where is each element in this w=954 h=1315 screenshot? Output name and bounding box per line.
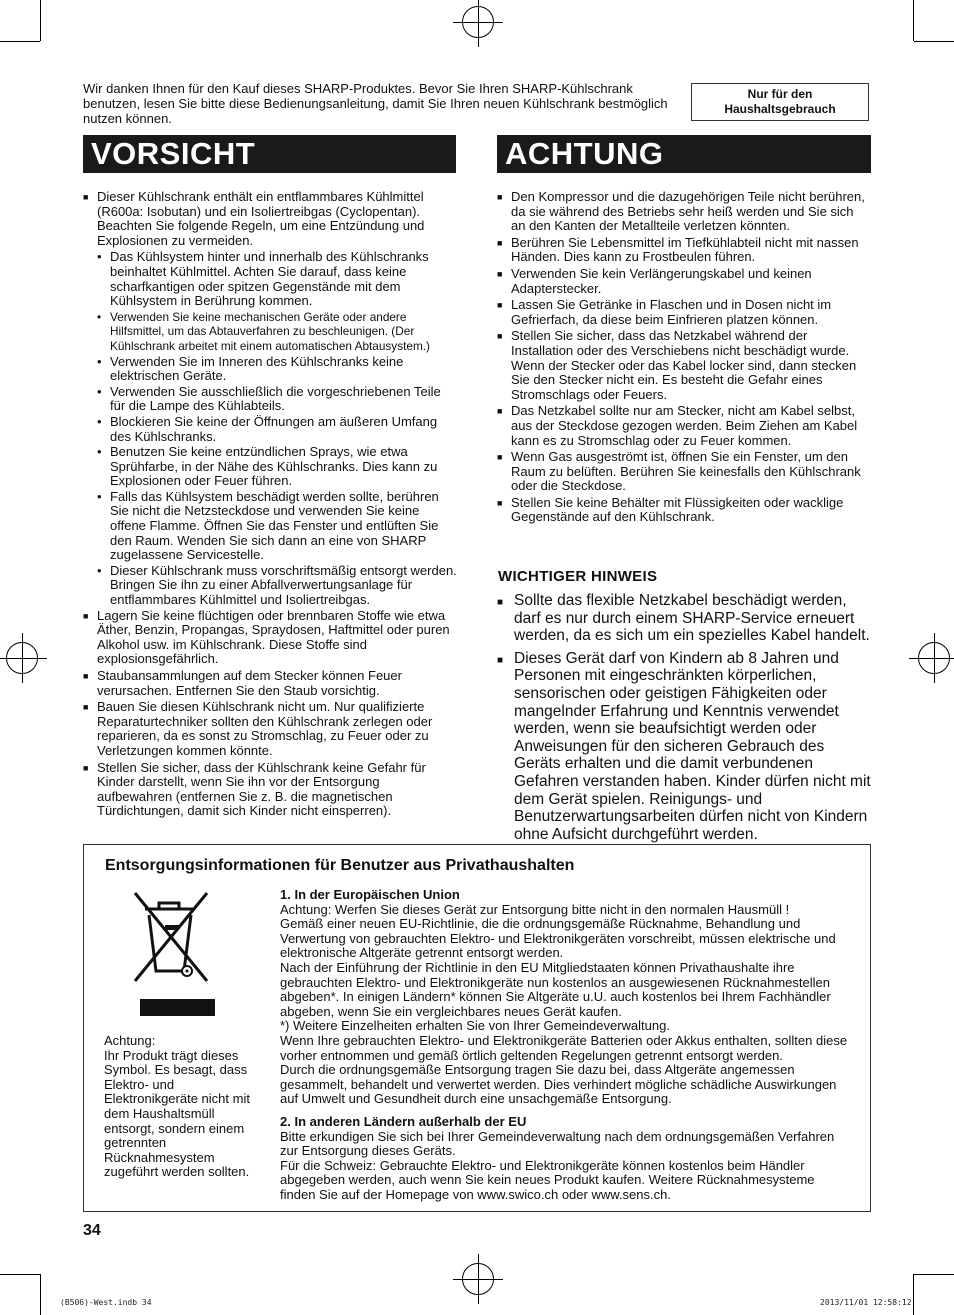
- sub-list-item: • Das Kühlsystem hinter und innerhalb des Kühlschranks beinhaltet Kühlmittel. Achten Sie darauf, dass keine scharfkantigen oder spitzen Gegenstände mit dem Kühlsystem in Berührung kommen.: [83, 250, 458, 308]
- crop-mark: [40, 1274, 41, 1315]
- list-item: ■ Stellen Sie keine Behälter mit Flüssigkeiten oder wacklige Gegenstände auf den Kühlschrank.: [497, 496, 871, 525]
- list-item: ■ Das Netzkabel sollte nur am Stecker, nicht am Kabel selbst, aus der Steckdose gezogen werden. Beim Ziehen am Kabel kann es zu Stromschlag oder zu Feuer kommen.: [497, 404, 871, 448]
- footer-timestamp: 2013/11/01 12:58:12: [820, 1298, 912, 1307]
- sub-list-item: • Dieser Kühlschrank muss vorschriftsmäßig entsorgt werden. Bringen Sie ihn zu einer Abfallverwertungsanlage für entflammbares Kühlmittel und Isoliertreibgas.: [83, 564, 458, 608]
- list-item: ■ Dieser Kühlschrank enthält ein entflammbares Kühlmittel (R600a: Isobutan) und ein Isoliertreibgas (Cyclopentan). Beachten Sie folgende Regeln, um eine Entzündung und Explosionen zu vermeiden.: [83, 190, 458, 248]
- list-item: ■ Lassen Sie Getränke in Flaschen und in Dosen nicht im Gefrierfach, da diese beim Einfrieren platzen können.: [497, 298, 871, 327]
- sub-list-item: • Benutzen Sie keine entzündlichen Sprays, wie etwa Sprühfarbe, in der Nähe des Kühlschranks. Dies kann zu Explosionen oder Feuer führen.: [83, 445, 458, 489]
- other-countries-heading: 2. In anderen Ländern außerhalb der EU: [280, 1113, 527, 1129]
- vorsicht-banner: VORSICHT: [83, 135, 456, 173]
- crop-mark: [914, 41, 954, 42]
- crossed-out-wheelie-bin-icon: [129, 891, 219, 1021]
- symbol-note: Achtung: Ihr Produkt trägt dieses Symbol. Es besagt, dass Elektro- und Elektronikgeräte nicht mit dem Haushaltsmüll entsorgt, sondern einem getrennten Rücknahmesystem zugeführt werden sollten.: [104, 1033, 250, 1180]
- list-item: ■ Wenn Gas ausgeströmt ist, öffnen Sie ein Fenster, um den Raum zu belüften. Berühren Sie keinesfalls den Kühlschrank oder die Steckdose.: [497, 450, 871, 494]
- list-item: ■ Bauen Sie diesen Kühlschrank nicht um. Nur qualifizierte Reparaturtechniker sollten den Kühlschrank zerlegen oder reparieren, da es sonst zu Stromschlag, zu Feuer oder zu Verletzungen kommen könnte.: [83, 700, 458, 758]
- registration-mark-icon: [6, 642, 38, 674]
- list-item: ■ Stellen Sie sicher, dass der Kühlschrank keine Gefahr für Kinder darstellt, wenn Sie ihn vor der Entsorgung aufbewahren (entfernen Sie z. B. die magnetischen Türdichtungen, damit sich Kinder nicht einsperren).: [83, 761, 458, 819]
- sub-list-item: • Verwenden Sie im Inneren des Kühlschranks keine elektrischen Geräte.: [83, 355, 458, 384]
- sub-list-item: • Falls das Kühlsystem beschädigt werden sollte, berühren Sie nicht die Netzsteckdose und verwenden Sie keine offene Flamme. Öffnen Sie das Fenster und entlüften Sie den Raum. Wenden Sie sich dann an eine von SHARP zugelassene Servicestelle.: [83, 490, 458, 563]
- crop-mark: [914, 1274, 954, 1275]
- registration-mark-icon: [462, 1263, 494, 1295]
- list-item: ■ Dieses Gerät darf von Kindern ab 8 Jahren und Personen mit eingeschränkten körperlichen, sensorischen oder geistigen Fähigkeiten oder mangelnder Erfahrung und Kenntnis verwendet werden, wenn sie beaufsichtigt werden oder Anweisungen für den sicheren Gebrauch des Geräts erhalten und die damit verbundenen Gefahren verstanden haben. Kinder dürfen nicht mit dem Gerät spielen. Reinigungs- und Benutzerwartungsarbeiten dürfen nicht von Kindern ohne Aufsicht durchgeführt werden.: [497, 650, 873, 844]
- footer-file-name: (B506)-West.indb 34: [60, 1298, 152, 1307]
- registration-mark-icon: [462, 6, 494, 38]
- list-item: ■ Berühren Sie Lebensmittel im Tiefkühlabteil nicht mit nassen Händen. Dies kann zu Frostbeulen führen.: [497, 236, 871, 265]
- sub-list-item: • Verwenden Sie ausschließlich die vorgeschriebenen Teile für die Lampe des Kühlabteils.: [83, 385, 458, 414]
- list-item: ■ Stellen Sie sicher, dass das Netzkabel während der Installation oder des Verschiebens nicht beschädigt wurde. Wenn der Stecker oder das Kabel locker sind, dann stecken Sie den Stecker nicht ein. Es besteht die Gefahr eines Stromschlags oder Feuers.: [497, 329, 871, 402]
- eu-text: Achtung: Werfen Sie dieses Gerät zur Entsorgung bitte nicht in den normalen Hausmüll ! Gemäß einer neuen EU-Richtlinie, die die ordnungsgemäße Rücknahme, Behandlung und Verwertung von gebrauchten Elektro- und Elektronikgeräten vorschreibt, müssen elektrische und elektronische Altgeräte getrennt entsorgt werden. Nach der Einführung der Richtlinie in den EU Mitgliedstaaten können Privathaushalte ihre gebrauchten Elektro- und Elektronikgeräte nun kostenlos an ausgewiesenen Rücknahmestellen abgeben*. In einigen Ländern* können Sie Altgeräte u.U. auch kostenlos bei Ihrem Fachhändler abgeben, wenn Sie ein vergleichbares neues Gerät kaufen. *) Weitere Einzelheiten erhalten Sie von Ihrer Gemeindeverwaltung. Wenn Ihre gebrauchten Elektro- und Elektronikgeräte Batterien oder Akkus enthalten, sollten diese vorher entnommen und gemäß örtlich geltenden Regelungen getrennt entsorgt werden. Durch die ordnungsgemäße Entsorgung tragen Sie dazu bei, dass Altgeräte angemessen gesammelt, behandelt und verwertet werden. Dies verhindert mögliche schädliche Auswirkungen auf Umwelt und Gesundheit durch eine unsachgemäße Entsorgung.: [280, 901, 848, 1107]
- crop-mark: [0, 1274, 40, 1275]
- achtung-section: [497, 190, 871, 527]
- list-item: ■ Den Kompressor und die dazugehörigen Teile nicht berühren, da sie während des Betriebs sehr heiß werden und Sie sich an den Kanten der Metallteile verletzen könnten.: [497, 190, 871, 234]
- list-item: ■ Lagern Sie keine flüchtigen oder brennbaren Stoffe wie etwa Äther, Benzin, Propangas, Spraydosen, Haftmittel oder puren Alkohol usw. im Kühlschrank. Diese Stoffe sind explosionsgefährlich.: [83, 609, 458, 667]
- sub-list-item: • Verwenden Sie keine mechanischen Geräte oder andere Hilfsmittel, um das Abtauverfahren zu beschleunigen. (Der Kühlschrank arbeitet mit einem automatischen Abtausystem.): [83, 310, 458, 354]
- page-number: 34: [83, 1222, 101, 1239]
- disposal-info-box: [83, 844, 871, 1212]
- crop-mark: [913, 1274, 914, 1315]
- hinweis-heading: WICHTIGER HINWEIS: [498, 568, 658, 585]
- disposal-text: [280, 888, 850, 1202]
- vorsicht-section: [83, 190, 458, 821]
- sub-list-item: • Blockieren Sie keine der Öffnungen am äußeren Umfang des Kühlschranks.: [83, 415, 458, 444]
- crop-mark: [40, 0, 41, 41]
- crop-mark: [913, 0, 914, 41]
- list-item: ■ Sollte das flexible Netzkabel beschädigt werden, darf es nur durch einem SHARP-Service erneuert werden, da es sich um ein spezielles Kabel handelt.: [497, 592, 873, 645]
- household-use-label: Nur für den Haushaltsgebrauch: [724, 87, 836, 116]
- list-item: ■ Verwenden Sie kein Verlängerungskabel und keinen Adapterstecker.: [497, 267, 871, 296]
- crop-mark: [0, 41, 40, 42]
- achtung-banner: ACHTUNG: [497, 135, 871, 173]
- eu-heading: 1. In der Europäischen Union: [280, 887, 460, 902]
- registration-mark-icon: [918, 642, 950, 674]
- intro-text: Wir danken Ihnen für den Kauf dieses SHARP-Produktes. Bevor Sie Ihren SHARP-Kühlschrank benutzen, lesen Sie bitte diese Bedienungsanleitung, damit Sie Ihren neuen Kühlschrank bestmöglich nutzen können.: [83, 81, 668, 126]
- list-item: ■ Staubansammlungen auf dem Stecker können Feuer verursachen. Entfernen Sie den Staub vorsichtig.: [83, 669, 458, 698]
- household-use-badge: [691, 83, 869, 121]
- other-countries-text: Bitte erkundigen Sie sich bei Ihrer Gemeindeverwaltung nach dem ordnungsgemäßen Verfahren zur Entsorgung dieses Geräts. Für die Schweiz: Gebrauchte Elektro- und Elektronikgeräte können kostenlos beim Händler abgegeben werden, auch wenn Sie kein neues Produkt kaufen. Weitere Rücknahmesysteme finden Sie auf der Homepage von www.swico.ch oder www.sens.ch.: [280, 1128, 835, 1202]
- hinweis-section: [497, 592, 873, 848]
- disposal-heading: Entsorgungsinformationen für Benutzer aus Privathaushalten: [105, 857, 575, 874]
